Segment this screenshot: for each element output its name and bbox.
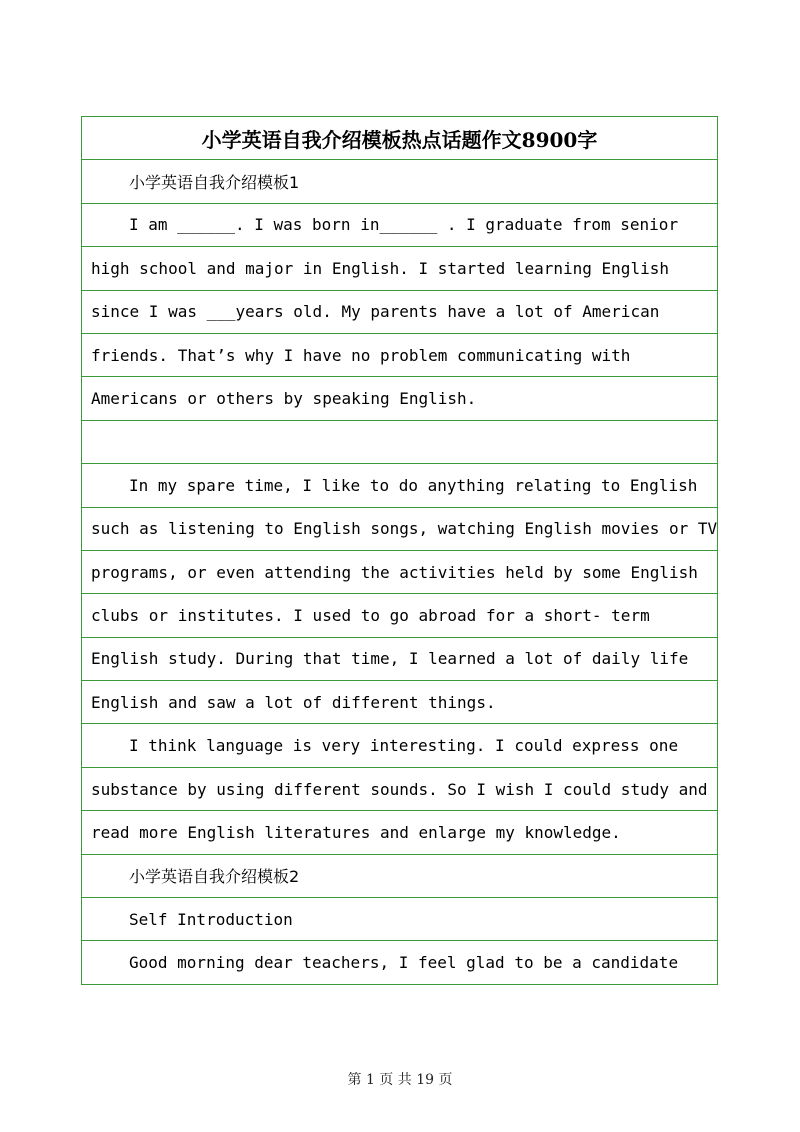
text-line: Americans or others by speaking English. [82,377,717,420]
document-table [81,116,718,985]
document-body [82,160,717,984]
text-line [82,421,717,464]
text-line: I think language is very interesting. I could express one [82,724,717,767]
section-heading: 小学英语自我介绍模板2 [82,855,717,898]
document-title: 小学英语自我介绍模板热点话题作文8900字 [82,117,717,160]
text-line: substance by using different sounds. So I wish I could study and [82,768,717,811]
text-line: Self Introduction [82,898,717,941]
text-line: English study. During that time, I learned a lot of daily life [82,638,717,681]
text-line: such as listening to English songs, watching English movies or TV [82,508,717,551]
text-line: high school and major in English. I started learning English [82,247,717,290]
text-line: I am ______. I was born in______ . I graduate from senior [82,204,717,247]
page-number-footer: 第 1 页 共 19 页 [347,1072,453,1088]
text-line: friends. That’s why I have no problem communicating with [82,334,717,377]
text-line: programs, or even attending the activities held by some English [82,551,717,594]
text-line: since I was ___years old. My parents have a lot of American [82,291,717,334]
text-line: Good morning dear teachers, I feel glad to be a candidate [82,941,717,984]
text-line: read more English literatures and enlarge my knowledge. [82,811,717,854]
text-line: English and saw a lot of different things. [82,681,717,724]
text-line: clubs or institutes. I used to go abroad for a short- term [82,594,717,637]
section-heading: 小学英语自我介绍模板1 [82,160,717,203]
text-line: In my spare time, I like to do anything relating to English [82,464,717,507]
